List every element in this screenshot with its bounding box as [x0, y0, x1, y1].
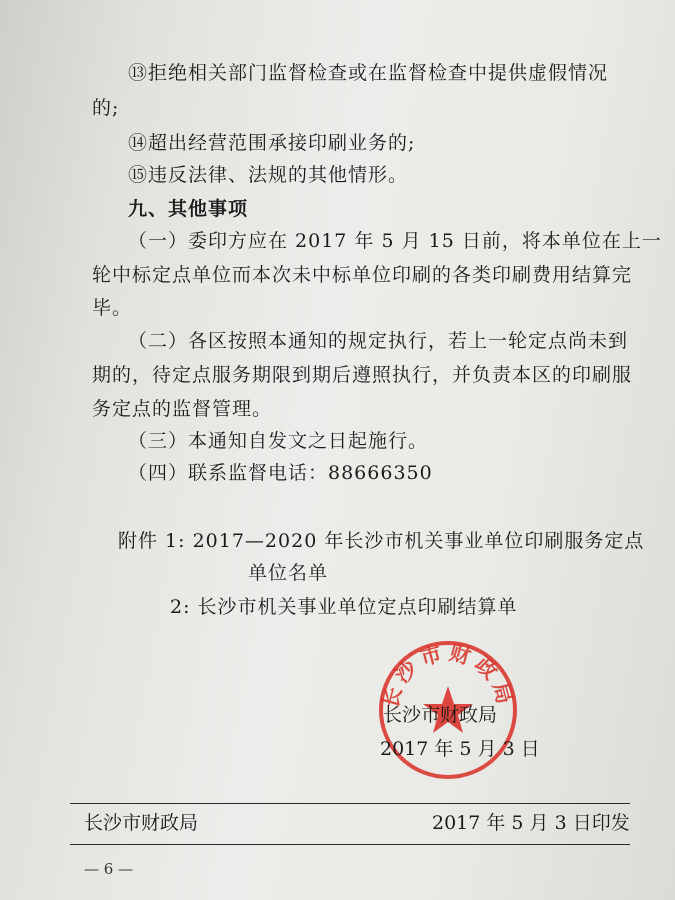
- footer-rule-bottom: [70, 844, 630, 845]
- item-2-line-2: 期的，待定点服务期限到期后遵照执行，并负责本区的印刷服: [92, 364, 633, 386]
- svg-text:长沙市财政局: 长沙市财政局: [378, 640, 518, 712]
- signature-org: 长沙市财政局: [383, 704, 498, 726]
- item-4: （四）联系监督电话：88666350: [128, 462, 433, 484]
- item-1-line-1: （一）委印方应在 2017 年 5 月 15 日前，将本单位在上一: [128, 230, 662, 252]
- footer-issuer: 长沙市财政局: [84, 812, 199, 834]
- clause-13: ⑬拒绝相关部门监督检查或在监督检查中提供虚假情况: [128, 62, 609, 84]
- item-1-line-2: 轮中标定点单位而本次未中标单位印刷的各类印刷费用结算完: [92, 264, 633, 286]
- clause-14: ⑭超出经营范围承接印刷业务的;: [128, 132, 416, 154]
- item-3: （三）本通知自发文之日起施行。: [128, 430, 429, 452]
- attachment-1: 附件 1: 2017—2020 年长沙市机关事业单位印刷服务定点: [118, 530, 645, 552]
- item-1-line-3: 毕。: [92, 297, 133, 319]
- attachment-1-cont: 单位名单: [248, 562, 329, 584]
- attachment-2: 2: 长沙市机关事业单位定点印刷结算单: [170, 596, 518, 618]
- page-number: — 6 —: [84, 860, 134, 878]
- item-2-line-3: 务定点的监督管理。: [92, 398, 273, 420]
- footer-rule-top: [70, 803, 630, 804]
- item-2-line-1: （二）各区按照本通知的规定执行，若上一轮定点尚未到: [128, 330, 629, 352]
- footer-issue-date: 2017 年 5 月 3 日印发: [432, 812, 630, 834]
- signature-date: 2017 年 5 月 3 日: [380, 738, 540, 760]
- clause-15: ⑮违反法律、法规的其他情形。: [128, 164, 409, 186]
- clause-13-cont: 的;: [92, 97, 120, 119]
- section-heading: 九、其他事项: [128, 198, 249, 220]
